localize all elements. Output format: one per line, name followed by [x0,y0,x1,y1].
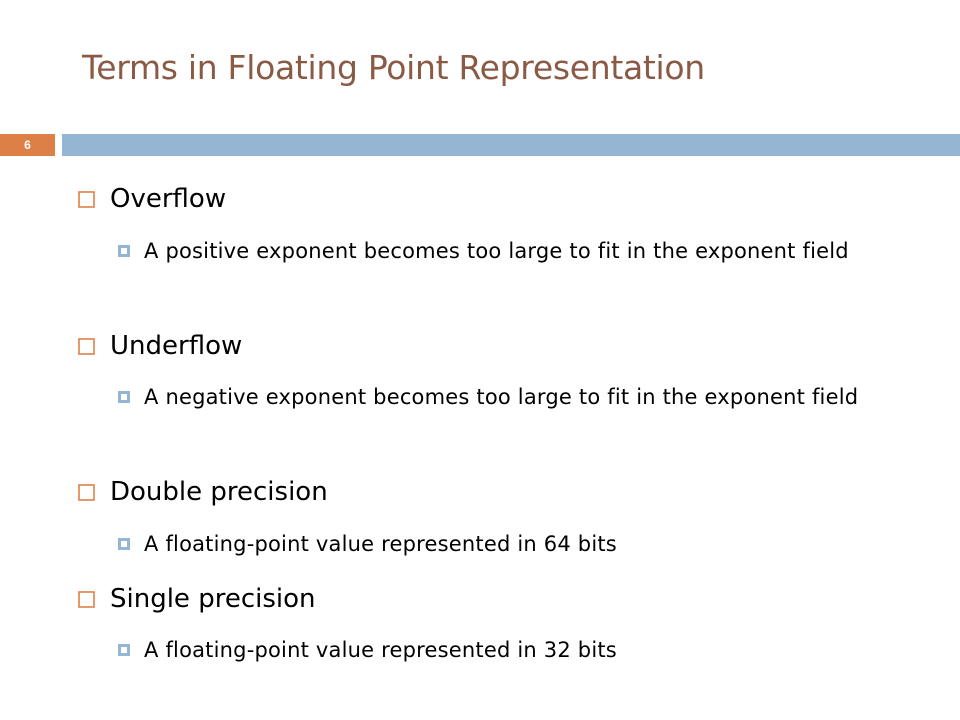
term-single-precision: Single precision [110,584,316,614]
definition-single-precision: A floating-point value represented in 32 bits [144,638,617,662]
slide-title: Terms in Floating Point Representation [82,48,705,87]
term-overflow: Overflow [110,184,227,214]
term-underflow: Underflow [110,331,243,361]
filled-square-bullet-icon [118,644,130,656]
hollow-square-bullet-icon [78,591,95,608]
hollow-square-bullet-icon [78,191,95,208]
slide-number: 6 [0,134,55,156]
filled-square-bullet-icon [118,538,130,550]
filled-square-bullet-icon [118,391,130,403]
hollow-square-bullet-icon [78,484,95,501]
definition-underflow: A negative exponent becomes too large to fit in the exponent field [144,385,859,409]
definition-overflow: A positive exponent becomes too large to fit in the exponent field [144,239,849,263]
hollow-square-bullet-icon [78,338,95,355]
definition-double-precision: A floating-point value represented in 64 bits [144,532,617,556]
filled-square-bullet-icon [118,245,130,257]
term-double-precision: Double precision [110,477,328,507]
